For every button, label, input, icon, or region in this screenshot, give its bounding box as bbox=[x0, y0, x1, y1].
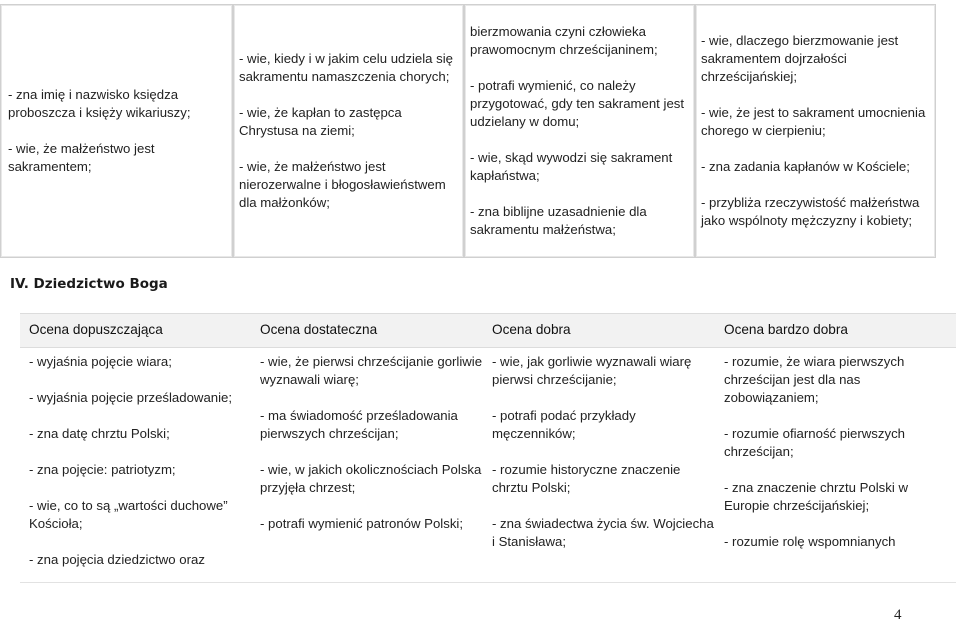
requirement-text: - wie, że pierwsi chrześcijanie gorliwie wyznawali wiarę; bbox=[260, 354, 483, 387]
requirement-text: - potrafi wymienić, co należy przygotować, gdy ten sakrament jest udzielany w domu; bbox=[470, 78, 685, 129]
requirement-text: - zna pojęcia dziedzictwo oraz bbox=[29, 552, 205, 567]
requirement-text: - wyjaśnia pojęcie wiara; bbox=[29, 354, 172, 369]
top-cell-4 bbox=[695, 4, 936, 258]
requirement-text: - zna znaczenie chrztu Polski w Europie chrześcijańskiej; bbox=[724, 480, 908, 513]
requirement-text: - ma świadomość prześladowania pierwszych chrześcijan; bbox=[260, 408, 458, 441]
grade-column-4 bbox=[724, 353, 949, 569]
grade-column-1 bbox=[29, 353, 251, 587]
requirement-text: - wie, w jakich okolicznościach Polska przyjęła chrzest; bbox=[260, 462, 482, 495]
requirement-text: - zna zadania kapłanów w Kościele; bbox=[701, 159, 910, 174]
requirement-text: - wie, kiedy i w jakim celu udziela się sakramentu namaszczenia chorych; bbox=[239, 51, 454, 84]
top-cell-1 bbox=[0, 4, 233, 258]
grade-header-row bbox=[20, 313, 956, 348]
requirement-text: - rozumie historyczne znaczenie chrztu Polski; bbox=[492, 462, 681, 495]
requirement-text: - wie, jak gorliwie wyznawali wiarę pierwsi chrześcijanie; bbox=[492, 354, 692, 387]
grade-column-3 bbox=[492, 353, 717, 569]
requirement-text: bierzmowania czyni człowieka prawomocnym chrześcijaninem; bbox=[470, 24, 658, 57]
requirement-text: - przybliża rzeczywistość małżeństwa jako wspólnoty mężczyzny i kobiety; bbox=[701, 195, 920, 228]
requirement-text: - wie, że jest to sakrament umocnienia chorego w cierpieniu; bbox=[701, 105, 926, 138]
grade-header-4: Ocena bardzo dobra bbox=[724, 322, 848, 337]
page-number: 4 bbox=[894, 607, 902, 623]
requirement-text: - wie, skąd wywodzi się sakrament kapłaństwa; bbox=[470, 150, 673, 183]
requirement-text: - zna pojęcie: patriotyzm; bbox=[29, 462, 176, 477]
grade-header-1: Ocena dopuszczająca bbox=[29, 322, 163, 337]
section-title: IV. Dziedzictwo Boga bbox=[10, 276, 168, 292]
top-table bbox=[0, 4, 936, 258]
top-cell-3 bbox=[464, 4, 695, 258]
requirement-text: - potrafi wymienić patronów Polski; bbox=[260, 516, 464, 531]
requirement-text: - rozumie rolę wspomnianych bbox=[724, 534, 896, 549]
requirement-text: - wie, że małżeństwo jest sakramentem; bbox=[8, 141, 155, 174]
requirement-text: - wie, dlaczego bierzmowanie jest sakramentem dojrzałości chrześcijańskiej; bbox=[701, 33, 899, 84]
grade-header-2: Ocena dostateczna bbox=[260, 322, 378, 337]
requirement-text: - potrafi podać przykłady męczenników; bbox=[492, 408, 636, 441]
requirement-text: - rozumie ofiarność pierwszych chrześcijan; bbox=[724, 426, 906, 459]
grade-column-2 bbox=[260, 353, 485, 551]
requirement-text: - zna imię i nazwisko księdza proboszcza i księży wikariuszy; bbox=[8, 87, 191, 120]
requirement-text: - wie, co to są „wartości duchowe” Kościoła; bbox=[29, 498, 228, 531]
requirement-text: - zna datę chrztu Polski; bbox=[29, 426, 170, 441]
requirement-text: - zna biblijne uzasadnienie dla sakramentu małżeństwa; bbox=[470, 204, 647, 237]
requirement-text: - wie, że kapłan to zastępca Chrystusa na ziemi; bbox=[239, 105, 402, 138]
top-cell-2 bbox=[233, 4, 464, 258]
requirement-text: - zna świadectwa życia św. Wojciecha i Stanisława; bbox=[492, 516, 714, 549]
requirement-text: - rozumie, że wiara pierwszych chrześcijan jest dla nas zobowiązaniem; bbox=[724, 354, 905, 405]
grade-table bbox=[20, 347, 956, 583]
grade-header-3: Ocena dobra bbox=[492, 322, 571, 337]
requirement-text: - wie, że małżeństwo jest nierozerwalne i błogosławieństwem dla małżonków; bbox=[239, 159, 446, 210]
requirement-text: - wyjaśnia pojęcie prześladowanie; bbox=[29, 390, 233, 405]
